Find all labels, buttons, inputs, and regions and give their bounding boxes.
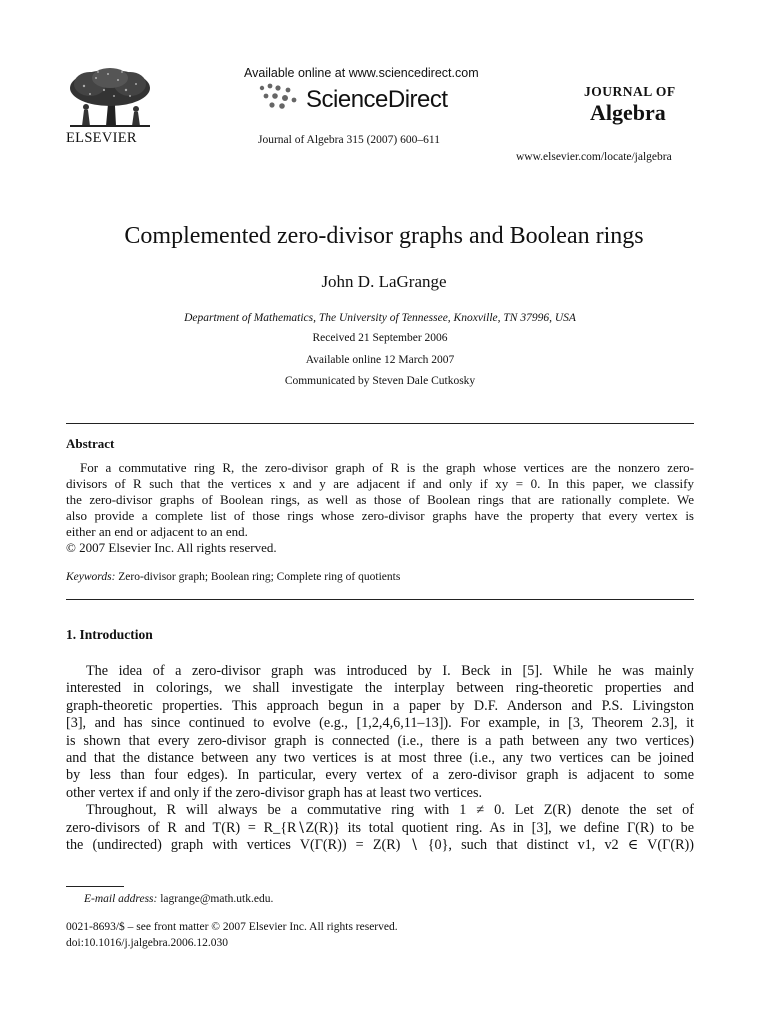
journal-citation: Journal of Algebra 315 (2007) 600–611	[258, 134, 440, 146]
body-line: Throughout, R will always be a commutative ring with 1 ≠ 0. Let Z(R) denote the set of	[86, 802, 694, 819]
email-address[interactable]: lagrange@math.utk.edu.	[160, 893, 274, 905]
author-name: John D. LaGrange	[321, 272, 447, 291]
abstract-line: either an end or adjacent to an end.	[66, 524, 248, 539]
body-line: is shown that every zero-divisor graph is connected (i.e., there is a path between any two vertices)	[66, 732, 694, 749]
abstract-line: also provide a complete list of those rings whose zero-divisor graphs have the property that every vertex is	[66, 508, 694, 523]
elsevier-tree-logo	[60, 66, 160, 128]
body-line: by less than four edges). In particular, every vertex of a zero-divisor graph is adjacent to some	[66, 767, 694, 784]
online-date: Available online 12 March 2007	[305, 354, 455, 366]
body-line: [3], and has since continued to evolve (e.g., [1,2,4,6,11–13]). For example, in [3, Theorem 2.3], it	[66, 715, 694, 732]
section-heading: 1. Introduction	[66, 627, 153, 642]
doi-link[interactable]: doi:10.1016/j.jalgebra.2006.12.030	[66, 937, 228, 949]
email-label: E-mail address:	[84, 893, 158, 905]
journal-name: Algebra	[590, 100, 666, 125]
sciencedirect-brand: ScienceDirect	[306, 86, 448, 113]
publisher-name: ELSEVIER	[66, 130, 137, 146]
communicated-by: Communicated by Steven Dale Cutkosky	[284, 375, 476, 387]
keywords-list: Zero-divisor graph; Boolean ring; Complete ring of quotients	[118, 571, 401, 583]
sciencedirect-dots-icon	[258, 82, 304, 117]
article-title: Complemented zero-divisor graphs and Boolean rings	[124, 223, 644, 249]
section-body	[66, 663, 694, 854]
copyright-line: © 2007 Elsevier Inc. All rights reserved.	[66, 540, 277, 555]
body-line: The idea of a zero-divisor graph was introduced by I. Beck in [5]. While he was mainly	[86, 663, 694, 679]
email-footnote	[84, 893, 273, 905]
body-line: zero-divisors of R and T(R) = R_{R∖Z(R)} its total quotient ring. As in [3], we define Γ(R) to be	[66, 819, 694, 836]
footnote-rule	[66, 886, 124, 887]
divider-top	[66, 423, 694, 424]
abstract-line: the zero-divisor graphs of Boolean rings, as well as those of Boolean rings that are rationally complete. We	[66, 492, 694, 507]
body-line: other vertex if and only if the zero-divisor graph has at least two vertices.	[66, 784, 483, 801]
body-line: and that the distance between any two vertices is at most three (i.e., any two vertices can be joined	[66, 749, 694, 766]
divider-bottom	[66, 599, 694, 600]
abstract-body	[66, 460, 694, 556]
abstract-heading: Abstract	[66, 436, 115, 451]
abstract-line: For a commutative ring R, the zero-divisor graph of R is the graph whose vertices are the nonzero zero-	[80, 460, 694, 475]
author-affiliation: Department of Mathematics, The University of Tennessee, Knoxville, TN 37996, USA	[184, 312, 576, 324]
abstract-line: divisors of R such that the vertices x and y are adjacent if and only if xy = 0. In this paper, we classify	[66, 476, 694, 491]
body-line: the (undirected) graph with vertices V(Γ(R)) = Z(R) ∖ {0}, such that distinct v1, v2 ∈ V(Γ(R))	[66, 836, 694, 853]
issn-line: 0021-8693/$ – see front matter © 2007 Elsevier Inc. All rights reserved.	[66, 921, 398, 933]
journal-url-link[interactable]: www.elsevier.com/locate/jalgebra	[516, 151, 672, 163]
received-date: Received 21 September 2006	[312, 332, 448, 344]
body-line: graph-theoretic properties. This approach begun in a paper by D.F. Anderson and P.S. Livingston	[66, 697, 694, 714]
keywords-label: Keywords:	[66, 571, 116, 583]
journal-of-label: JOURNAL OF	[584, 84, 676, 99]
body-line: interested in colorings, we shall investigate the interplay between ring-theoretic properties and	[66, 680, 694, 697]
available-online-text: Available online at www.sciencedirect.com	[244, 66, 479, 80]
keywords-line	[66, 571, 400, 583]
